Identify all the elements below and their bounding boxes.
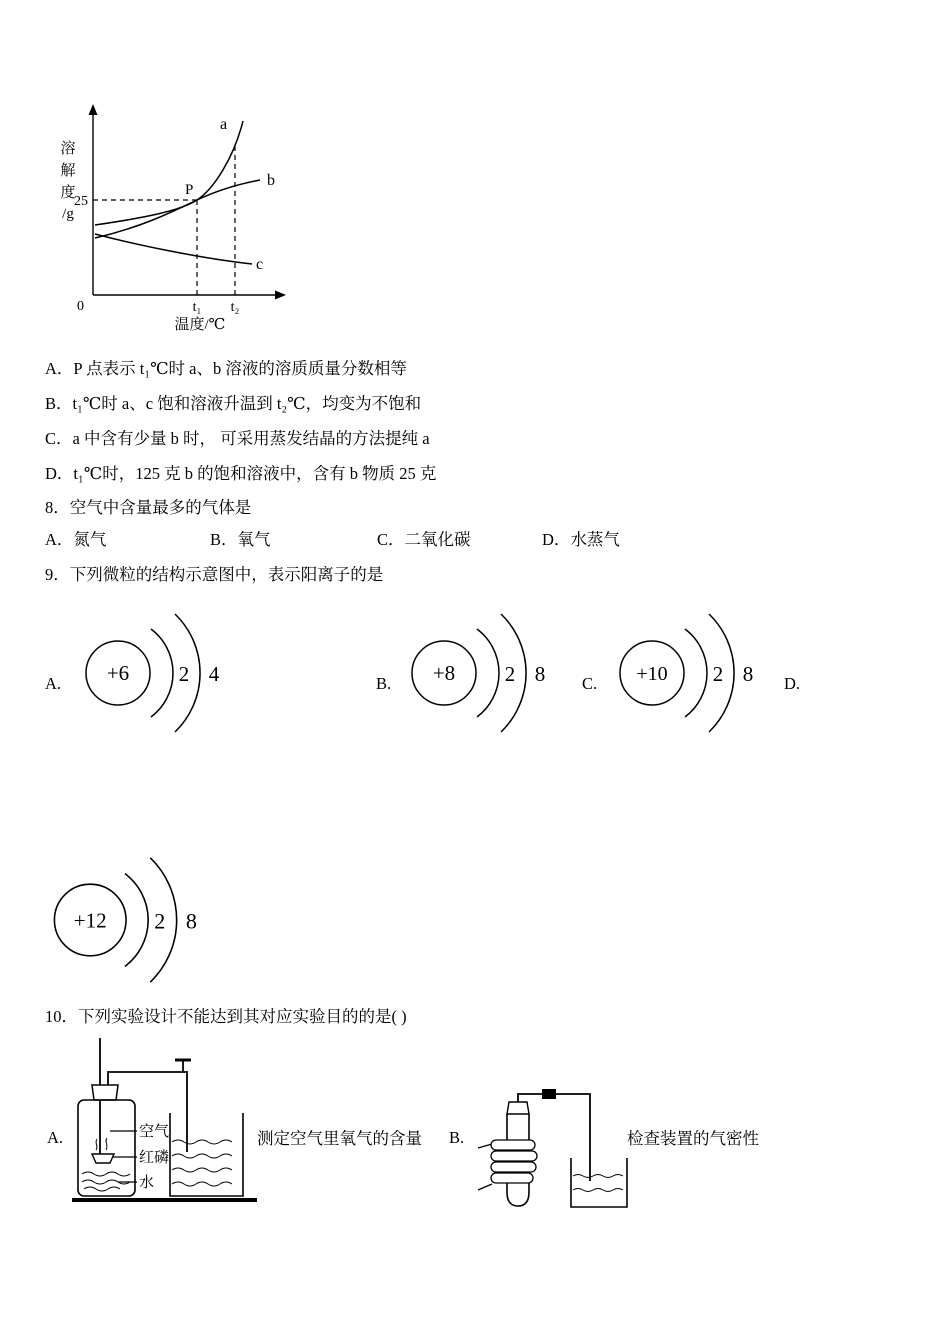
origin-label: 0 — [77, 299, 84, 314]
x-axis-label: 温度/℃ — [174, 317, 226, 333]
label-phosphorus: 红磷 — [139, 1150, 170, 1166]
q8-option-d: D．水蒸气 — [542, 530, 620, 549]
curve-a-label: a — [220, 116, 228, 133]
beaker-water-waves — [172, 1140, 232, 1186]
combustion-dish — [92, 1154, 114, 1163]
y-tick-25: 25 — [74, 194, 88, 209]
q8-stem: 8．空气中含量最多的气体是 — [45, 498, 252, 517]
nucleus-charge: +10 — [636, 663, 668, 685]
particle-diagram-a — [78, 598, 243, 753]
nucleus-charge: +6 — [106, 661, 130, 685]
particle-diagram-b — [404, 598, 569, 753]
beaker-water-waves — [573, 1175, 623, 1192]
q9-option-label-d: D. — [784, 674, 801, 693]
curve-c-label: c — [256, 256, 264, 273]
rubber-stopper — [507, 1102, 529, 1114]
table-line — [72, 1198, 257, 1202]
apparatus-oxygen-measurement — [72, 1030, 262, 1215]
shell-electrons-1: 2 — [154, 908, 166, 934]
q7-option-b: B．t₁℃时 a、c 饱和溶液升温到 t₂℃，均变为不饱和 — [45, 394, 422, 413]
chart-dashed-guides — [93, 142, 235, 295]
solubility-chart — [48, 95, 318, 350]
shell-electrons-2: 8 — [742, 662, 754, 686]
svg-text:/g: /g — [62, 206, 74, 222]
q10-caption-a: 测定空气里氧气的含量 — [257, 1129, 422, 1148]
x-tick-t1: t₁ — [192, 300, 202, 315]
shell-electrons-2: 8 — [185, 908, 197, 934]
particle-diagram-c — [612, 598, 777, 753]
label-air: 空气 — [139, 1124, 170, 1140]
q10-option-label-b: B. — [449, 1128, 465, 1147]
hand-illustration — [478, 1140, 537, 1190]
shell-electrons-1: 2 — [504, 662, 516, 686]
q7-option-c: C．a 中含有少量 b 时， 可采用蒸发结晶的方法提纯 a — [45, 429, 430, 448]
shell-electrons-2: 4 — [208, 662, 220, 686]
q8-option-c: C．二氧化碳 — [377, 530, 471, 549]
tube-connector — [542, 1089, 556, 1099]
q9-option-label-a: A. — [45, 674, 62, 693]
curve-b-label: b — [267, 172, 275, 189]
shell-electrons-1: 2 — [178, 662, 190, 686]
q7-option-a: A．P 点表示 t₁℃时 a、b 溶液的溶质质量分数相等 — [45, 359, 407, 378]
nucleus-charge: +12 — [73, 908, 107, 933]
q9-stem: 9．下列微粒的结构示意图中，表示阳离子的是 — [45, 565, 384, 584]
q8-option-a: A．氮气 — [45, 530, 107, 549]
electron-shell-arc — [125, 874, 148, 967]
smoke-squiggle — [96, 1138, 107, 1150]
apparatus-airtightness-check — [476, 1086, 641, 1216]
q9-option-label-c: C. — [582, 674, 598, 693]
point-p-label: P — [185, 182, 194, 198]
curve-a — [95, 121, 243, 225]
nucleus-charge: +8 — [432, 661, 456, 685]
q10-stem: 10．下列实验设计不能达到其对应实验目的的是( ) — [45, 1007, 407, 1026]
curve-c — [95, 234, 252, 264]
q10-option-label-a: A. — [47, 1128, 64, 1147]
rubber-stopper — [92, 1085, 118, 1100]
q7-option-d: D．t₁℃时，125 克 b 的饱和溶液中，含有 b 物质 25 克 — [45, 464, 437, 483]
svg-text:度: 度 — [60, 185, 76, 201]
y-axis-label — [60, 140, 75, 222]
shell-electrons-1: 2 — [712, 662, 724, 686]
q8-option-b: B．氧气 — [210, 530, 271, 549]
electron-shell-arc — [477, 629, 499, 717]
electron-shell-arc — [685, 629, 707, 717]
label-water: 水 — [139, 1175, 155, 1191]
q10-caption-b: 检查装置的气密性 — [627, 1129, 759, 1148]
svg-text:解: 解 — [60, 163, 76, 179]
x-tick-t2: t₂ — [230, 300, 240, 315]
shell-electrons-2: 8 — [534, 662, 546, 686]
particle-diagram-d — [46, 841, 224, 1004]
svg-text:溶: 溶 — [60, 141, 76, 157]
electron-shell-arc — [151, 629, 173, 717]
q9-option-label-b: B. — [376, 674, 392, 693]
beaker — [571, 1158, 627, 1207]
